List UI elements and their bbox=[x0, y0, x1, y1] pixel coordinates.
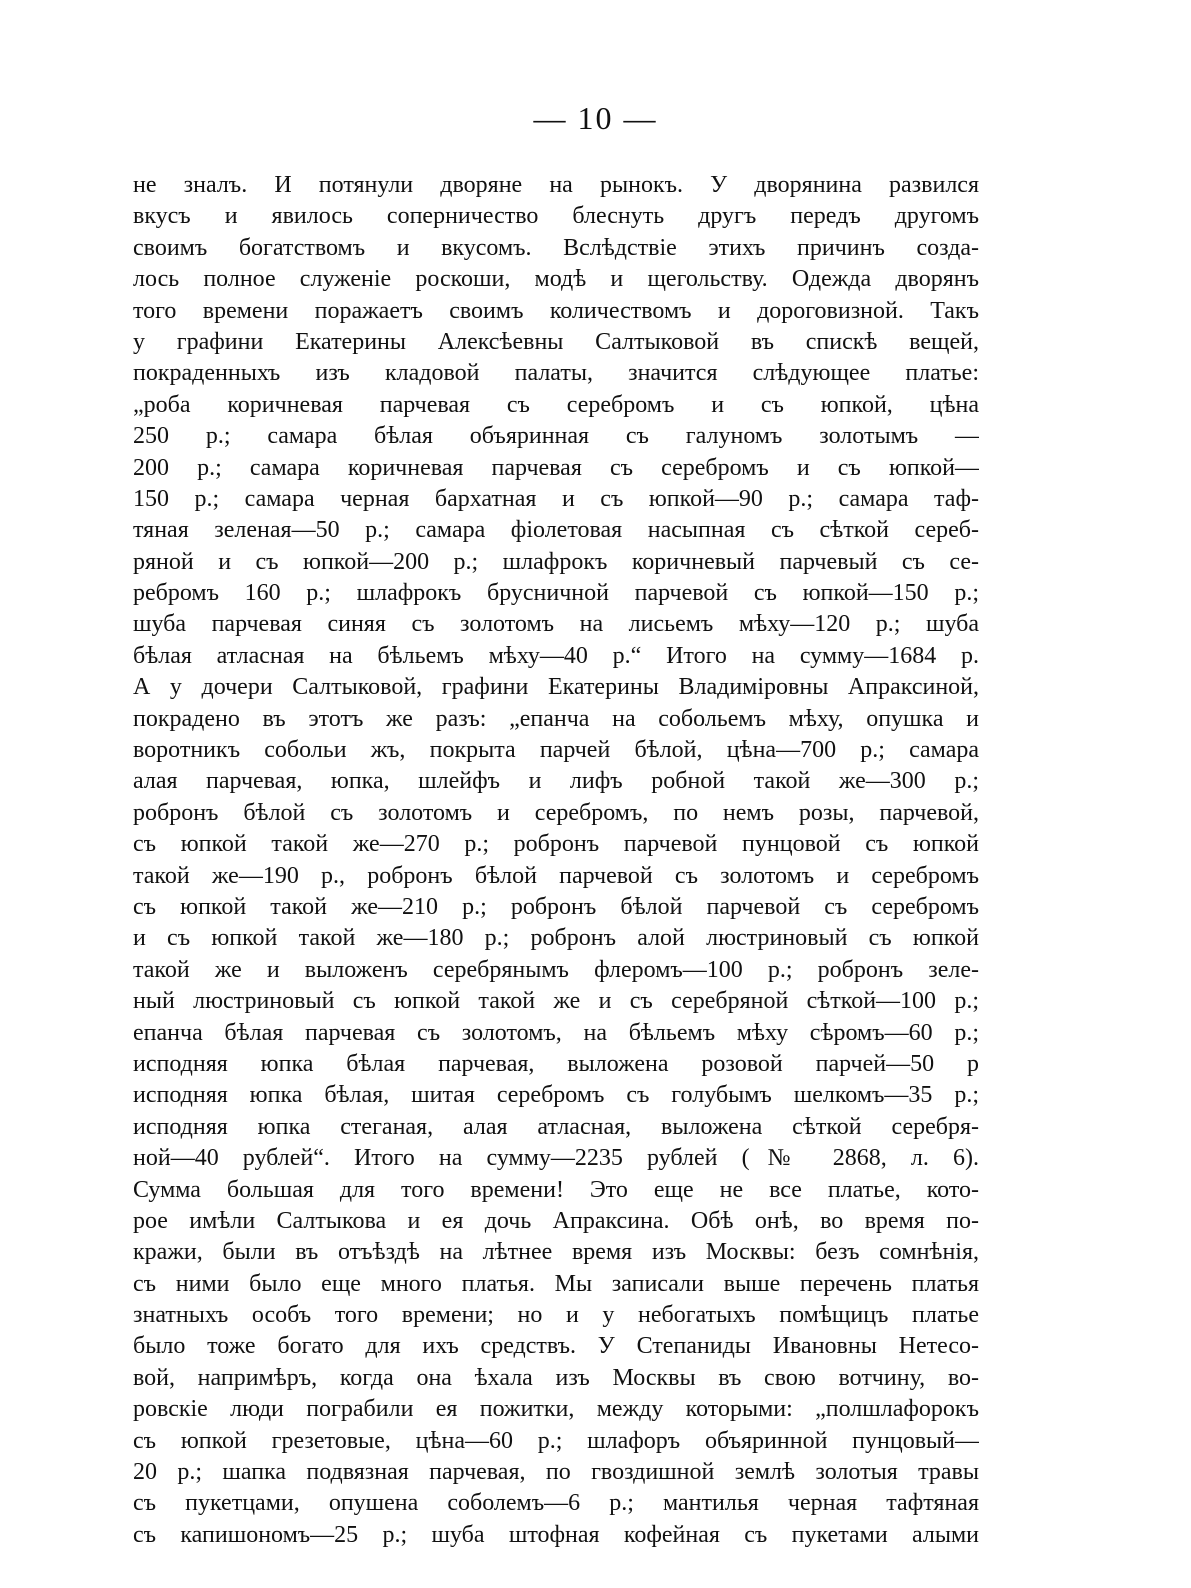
text-line: съ юпкой такой же—270 р.; робронъ парчевой пунцовой съ юпкой bbox=[133, 831, 979, 858]
text-line: ряной и съ юпкой—200 р.; шлафрокъ коричневый парчевый съ се- bbox=[133, 548, 979, 575]
text-line: А у дочери Салтыковой, графини Екатерины Владиміровны Апраксиной, bbox=[133, 674, 979, 701]
text-line: 250 р.; самара бѣлая объяринная съ галуномъ золотымъ — bbox=[133, 423, 979, 450]
text-line: „роба коричневая парчевая съ серебромъ и съ юпкой, цѣна bbox=[133, 391, 979, 418]
text-line: тяная зеленая—50 р.; самара фіолетовая насыпная съ сѣткой сереб- bbox=[133, 517, 979, 544]
text-line: робронъ бѣлой съ золотомъ и серебромъ, по немъ розы, парчевой, bbox=[133, 799, 979, 826]
text-line: покрадено въ этотъ же разъ: „епанча на собольемъ мѣху, опушка и bbox=[133, 705, 979, 732]
text-line: исподняя юпка бѣлая парчевая, выложена розовой парчей—50 р bbox=[133, 1050, 979, 1077]
text-line: исподняя юпка бѣлая, шитая серебромъ съ голубымъ шелкомъ—35 р.; bbox=[133, 1082, 979, 1109]
text-line: такой же—190 р., робронъ бѣлой парчевой съ золотомъ и серебромъ bbox=[133, 862, 979, 889]
text-line: ный люстриновый съ юпкой такой же и съ серебряной сѣткой—100 р.; bbox=[133, 988, 979, 1015]
text-line: ребромъ 160 р.; шлафрокъ брусничной парчевой съ юпкой—150 р.; bbox=[133, 580, 979, 607]
text-line: ровскіе люди пограбили ея пожитки, между которыми: „полшлафорокъ bbox=[133, 1396, 979, 1423]
text-line: 200 р.; самара коричневая парчевая съ серебромъ и съ юпкой— bbox=[133, 454, 979, 481]
text-line: шуба парчевая синяя съ золотомъ на лисьемъ мѣху—120 р.; шуба bbox=[133, 611, 979, 638]
text-line: ной—40 рублей“. Итого на сумму—2235 рублей (№ 2868, л. 6). bbox=[133, 1145, 979, 1172]
text-line: епанча бѣлая парчевая съ золотомъ, на бѣльемъ мѣху сѣромъ—60 р.; bbox=[133, 1019, 979, 1046]
text-line: лось полное служеніе роскоши, модѣ и щегольству. Одежда дворянъ bbox=[133, 266, 979, 293]
text-line: и съ юпкой такой же—180 р.; робронъ алой люстриновый съ юпкой bbox=[133, 925, 979, 952]
text-line: кражи, были въ отъѣздѣ на лѣтнее время изъ Москвы: безъ сомнѣнія, bbox=[133, 1239, 979, 1266]
text-line: съ капишономъ—25 р.; шуба штофная кофейная съ пукетами алыми bbox=[133, 1521, 979, 1548]
text-line: вой, напримѣръ, когда она ѣхала изъ Москвы въ свою вотчину, во- bbox=[133, 1364, 979, 1391]
text-line: съ ними было еще много платья. Мы записали выше перечень платья bbox=[133, 1270, 979, 1297]
text-line: бѣлая атласная на бѣльемъ мѣху—40 р.“ Итого на сумму—1684 р. bbox=[133, 642, 979, 669]
text-line: своимъ богатствомъ и вкусомъ. Вслѣдствіе этихъ причинъ созда- bbox=[133, 234, 979, 261]
text-line: такой же и выложенъ серебрянымъ флеромъ—100 р.; робронъ зеле- bbox=[133, 956, 979, 983]
text-line: 20 р.; шапка подвязная парчевая, по гвоздишной землѣ золотыя травы bbox=[133, 1459, 979, 1486]
text-line: не зналъ. И потянули дворяне на рынокъ. У дворянина развился bbox=[133, 172, 979, 198]
text-line: рое имѣли Салтыкова и ея дочь Апраксина. Обѣ онѣ, во время по- bbox=[133, 1207, 979, 1234]
text-line: съ юпкой грезетовые, цѣна—60 р.; шлафоръ объяринной пунцовый— bbox=[133, 1427, 979, 1454]
body-text bbox=[133, 170, 979, 1551]
text-line: было тоже богато для ихъ средствъ. У Степаниды Ивановны Нетесо- bbox=[133, 1333, 979, 1360]
text-line: съ юпкой такой же—210 р.; робронъ бѣлой парчевой съ серебромъ bbox=[133, 893, 979, 920]
text-line: исподняя юпка стеганая, алая атласная, выложена сѣткой серебря- bbox=[133, 1113, 979, 1140]
text-line: у графини Екатерины Алексѣевны Салтыковой въ спискѣ вещей, bbox=[133, 328, 979, 355]
text-line: съ пукетцами, опушена соболемъ—6 р.; мантилья черная тафтяная bbox=[133, 1490, 979, 1517]
text-line: алая парчевая, юпка, шлейфъ и лифъ робной такой же—300 р.; bbox=[133, 768, 979, 795]
text-line: знатныхъ особъ того времени; но и у небогатыхъ помѣщицъ платье bbox=[133, 1302, 979, 1329]
text-line: покраденныхъ изъ кладовой палаты, значится слѣдующее платье: bbox=[133, 360, 979, 387]
text-line: того времени поражаетъ своимъ количествомъ и дороговизной. Такъ bbox=[133, 297, 979, 324]
text-line: вкусъ и явилось соперничество блеснуть другъ передъ другомъ bbox=[133, 203, 979, 230]
page-number: — 10 — bbox=[533, 100, 658, 136]
text-line: воротникъ собольи жъ, покрыта парчей бѣлой, цѣна—700 р.; самара bbox=[133, 737, 979, 764]
text-line: 150 р.; самара черная бархатная и съ юпкой—90 р.; самара таф- bbox=[133, 485, 979, 512]
text-line: Сумма большая для того времени! Это еще не все платье, кото- bbox=[133, 1176, 979, 1203]
